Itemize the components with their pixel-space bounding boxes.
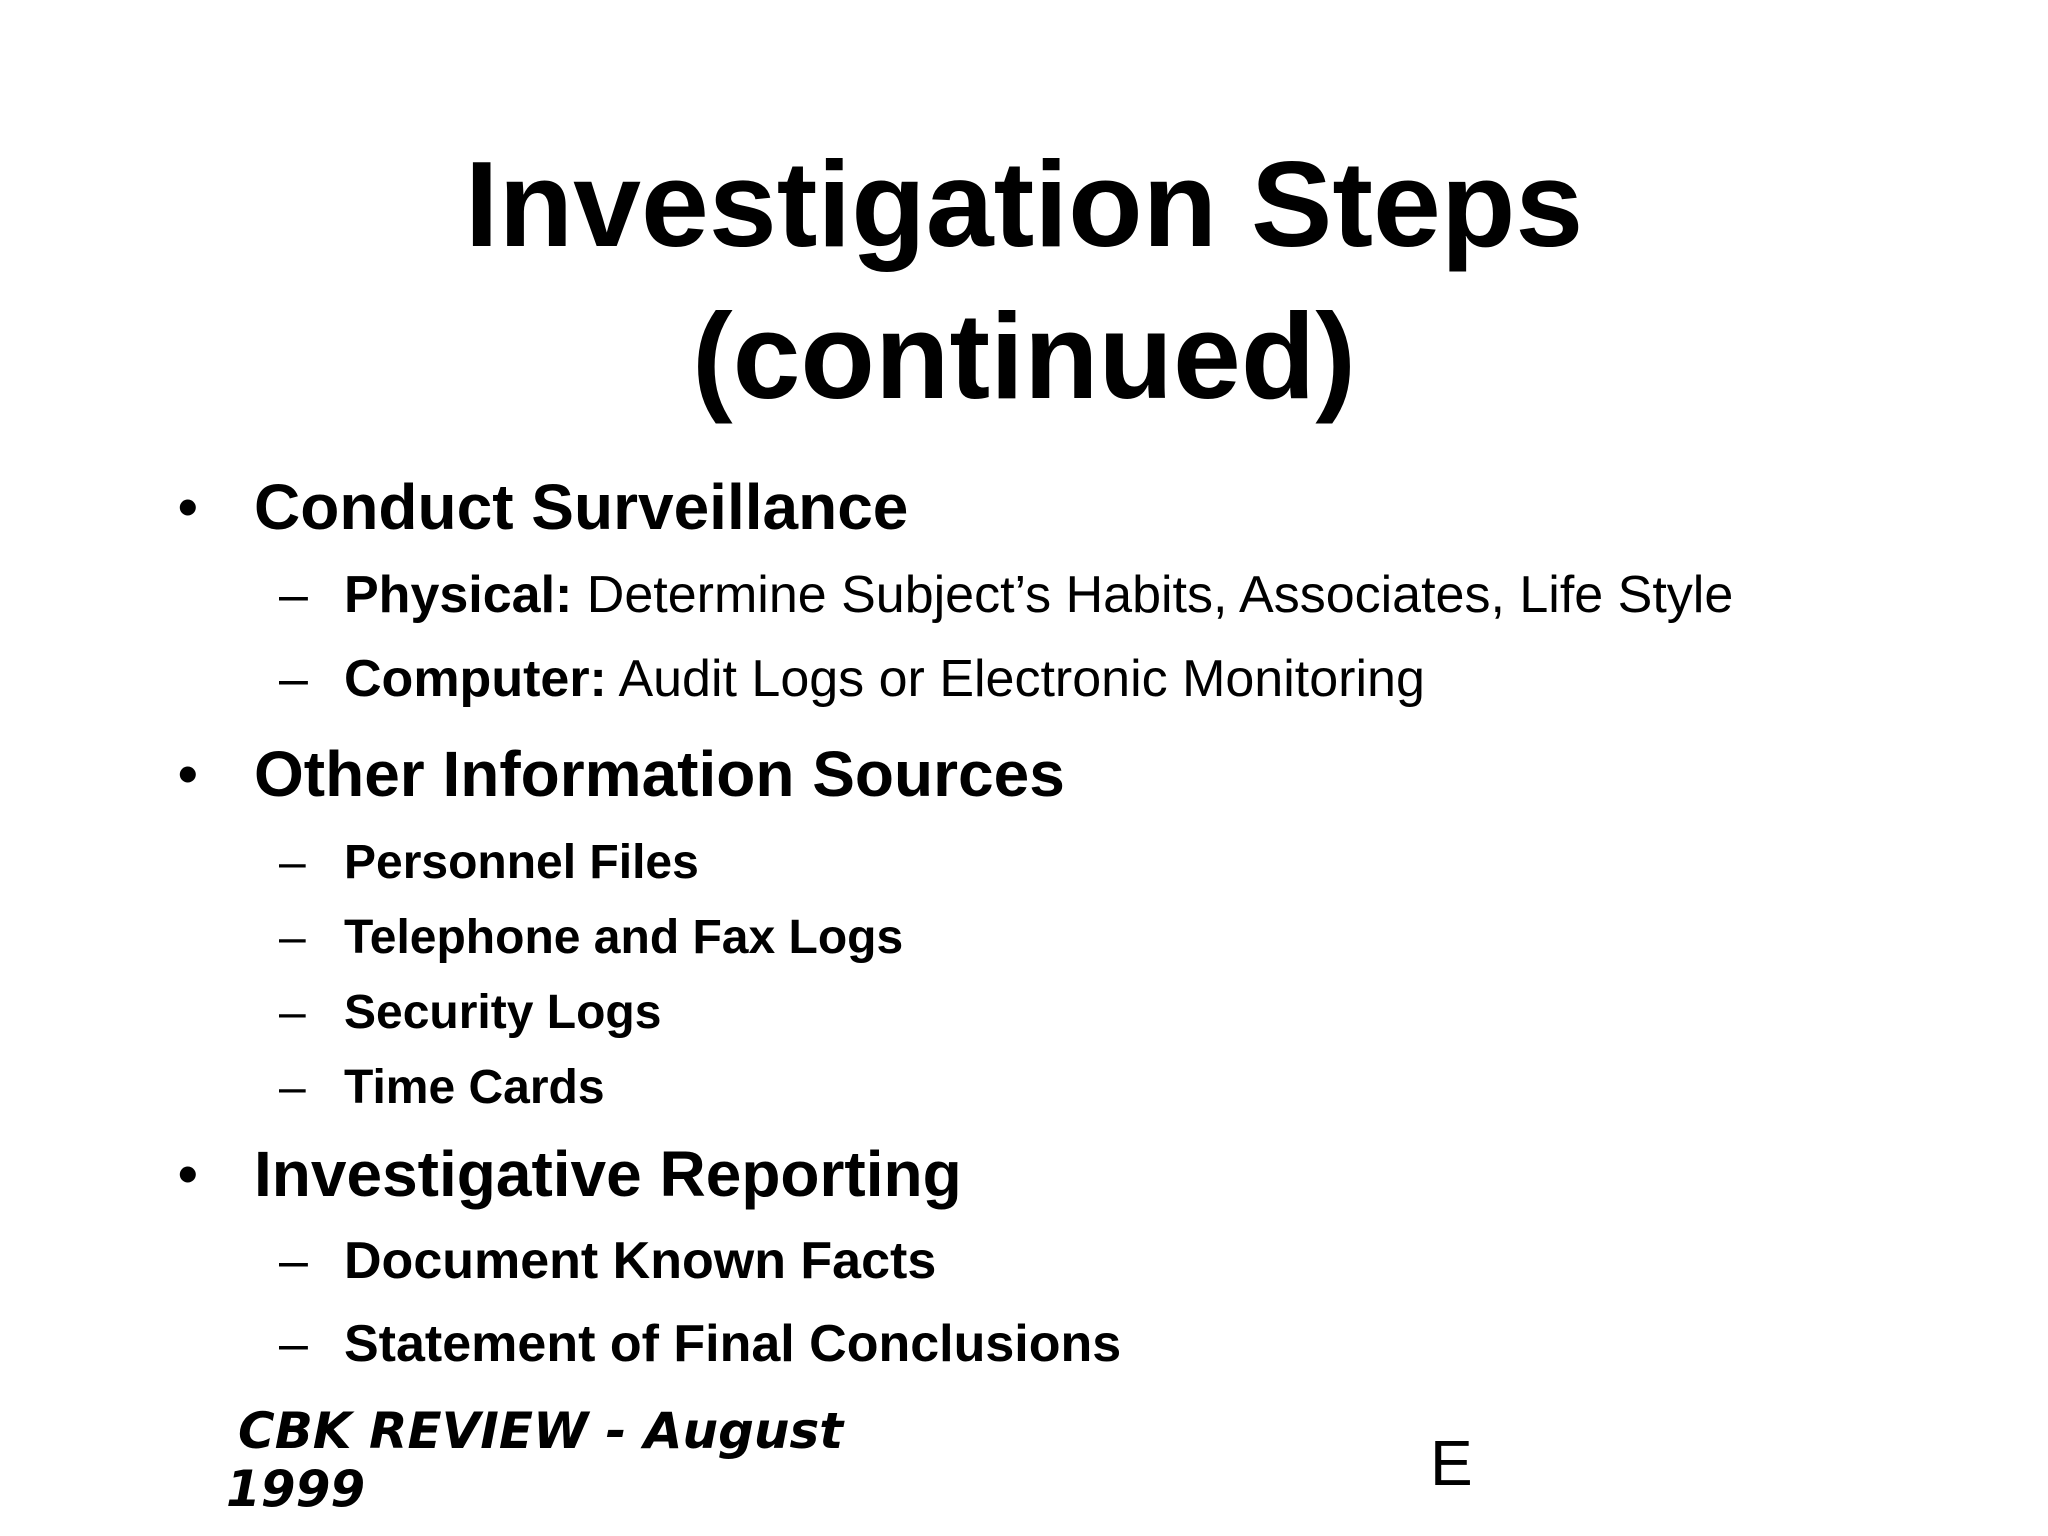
- sub-bullet-content: [344, 564, 1733, 626]
- sub-bullet-content: [344, 648, 1425, 710]
- sub-bullet-label: Telephone and Fax Logs: [344, 911, 904, 964]
- bullet-dot: •: [178, 1142, 198, 1205]
- bullet-heading: Investigative Reporting: [254, 1138, 962, 1210]
- slide-title-line-1: Investigation Steps: [464, 136, 1584, 272]
- sub-bullet-label: Statement of Final Conclusions: [344, 1315, 1122, 1373]
- dash-marker: –: [279, 986, 306, 1039]
- dash-marker: –: [279, 650, 308, 708]
- dash-marker: –: [279, 836, 306, 889]
- dash-marker: –: [279, 1232, 308, 1290]
- footer-line-2: 1999: [226, 1460, 366, 1518]
- footer-line-1: CBK REVIEW - August: [238, 1402, 844, 1460]
- dash-marker: –: [279, 566, 308, 624]
- bullet-dot: •: [178, 475, 198, 538]
- dash-marker: –: [279, 1061, 306, 1114]
- sub-bullet-label: Time Cards: [344, 1061, 605, 1114]
- dash-marker: –: [279, 911, 306, 964]
- sub-bullet-text: Audit Logs or Electronic Monitoring: [606, 650, 1425, 708]
- slide-title: [0, 128, 2048, 432]
- dash-marker: –: [279, 1315, 308, 1373]
- slide-footer: [226, 1402, 844, 1518]
- bullet-dot: •: [178, 742, 198, 805]
- sub-bullet-text: Determine Subject’s Habits, Associates, Life Style: [572, 566, 1734, 624]
- bullet-heading: Other Information Sources: [254, 738, 1065, 810]
- sub-bullet-label: Physical:: [344, 566, 573, 624]
- corner-letter: E: [1430, 1427, 1473, 1499]
- sub-bullet-label: Document Known Facts: [344, 1232, 937, 1290]
- sub-bullet-label: Computer:: [344, 650, 607, 708]
- slide-title-line-2: (continued): [691, 288, 1357, 424]
- sub-bullet-label: Security Logs: [344, 986, 662, 1039]
- bullet-heading: Conduct Surveillance: [254, 471, 909, 543]
- sub-bullet-label: Personnel Files: [344, 836, 699, 889]
